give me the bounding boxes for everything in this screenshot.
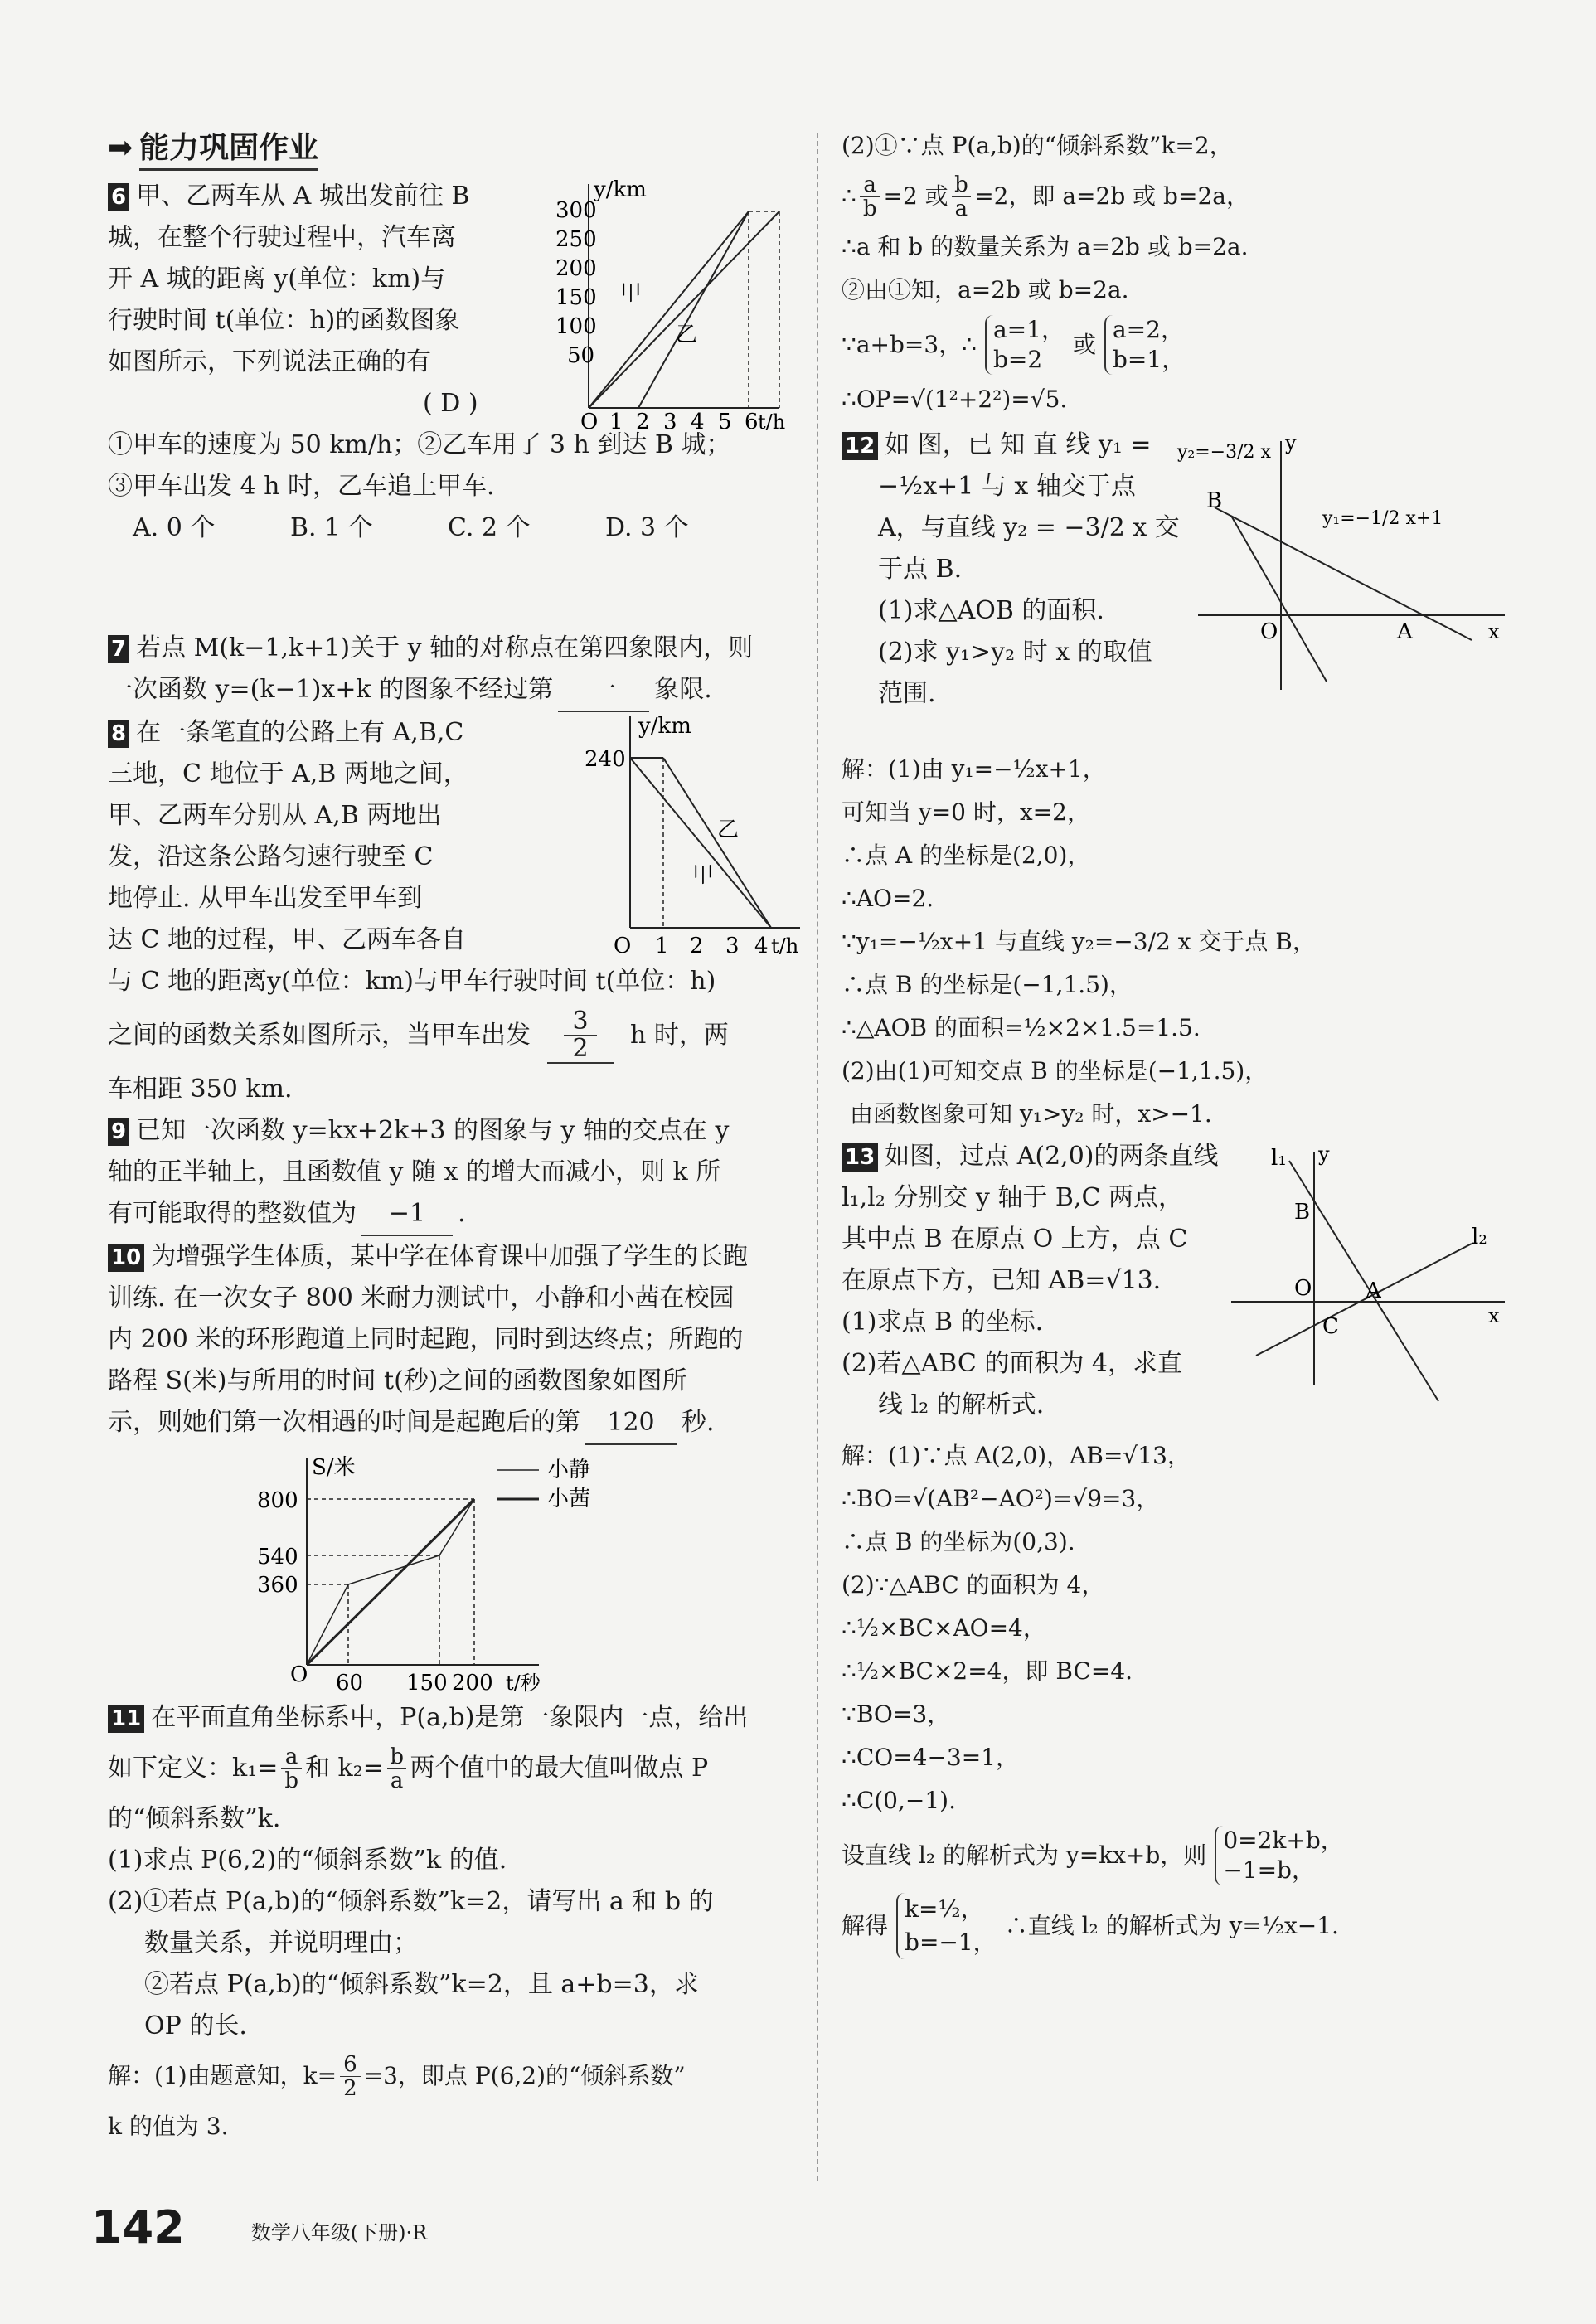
q7-answer: 一 [558, 669, 649, 712]
q8-line: 达 C 地的过程，甲、乙两车各自 [108, 925, 467, 954]
question-12 [842, 425, 1505, 748]
q10-graph [257, 1453, 688, 1694]
tick-label: 250 [555, 227, 597, 252]
q7-line-1 [108, 628, 804, 669]
arrow-icon: ➡ [108, 130, 133, 165]
label-l1: l₁ [1271, 1146, 1287, 1171]
section-title: 能力巩固作业 [139, 124, 318, 171]
sol-line: ②由①知，a=2b 或 b=2a. [842, 276, 1129, 303]
sol-line: ∴OP=√(1²+2²)=√5. [842, 386, 1068, 413]
q10-line-5 [108, 1402, 804, 1445]
label-yi: 乙 [676, 323, 698, 347]
q10-text: 秒. [682, 1408, 715, 1437]
q10-line-1 [108, 1236, 804, 1278]
x-axis-label: t/h [771, 934, 799, 958]
q11-text: 如下定义：k₁= [108, 1754, 279, 1783]
fraction-b-over-a [387, 1745, 407, 1793]
sol-line: ∴BO=√(AB²−AO²)=√9=3， [842, 1485, 1160, 1512]
fraction-numerator: 6 [343, 2051, 357, 2077]
line-l2 [1256, 1244, 1472, 1356]
q12-solution [842, 748, 1505, 1136]
x-axis-label: t/h [758, 410, 786, 434]
tick-label: 4 [691, 410, 705, 434]
q9-text: 有可能取得的整数值为 [108, 1199, 357, 1228]
system-line: −1=b， [1223, 1856, 1315, 1884]
q12-line: (2)求 y₁>y₂ 时 x 的取值 [878, 638, 1152, 667]
fraction-a-over-b [281, 1745, 302, 1793]
option-b: B. 1 个 [290, 513, 373, 542]
system-brace [1104, 315, 1185, 375]
q10-line: 内 200 米的环形跑道上同时起跑，同时到达终点；所跑的 [108, 1325, 744, 1354]
y-label: y [1318, 1143, 1330, 1166]
fraction-denominator: 2 [564, 1035, 596, 1062]
system-line: k=½， [905, 1895, 984, 1923]
q7-line-2 [108, 669, 804, 712]
tick-label: O [580, 410, 599, 434]
label-jia: 甲 [692, 863, 715, 888]
q11-solution-text: =3，即点 P(6,2)的“倾斜系数” [363, 2062, 686, 2089]
q13-solution [842, 1434, 1505, 1963]
sol-line: 由函数图象可知 y₁>y₂ 时，x>−1. [850, 1100, 1212, 1128]
q11-part-1: (1)求点 P(6,2)的“倾斜系数”k 的值. [108, 1846, 507, 1875]
q6-text: 甲、乙两车从 A 城出发前往 B [136, 182, 470, 211]
y-axis-label: y/km [594, 177, 647, 202]
q11-part-2b: 数量关系，并说明理由； [144, 1929, 418, 1958]
q12-line: 于点 B. [878, 555, 963, 584]
question-13 [842, 1136, 1505, 1434]
question-9 [108, 1110, 804, 1236]
tick-label: 360 [257, 1573, 298, 1598]
question-6 [108, 176, 804, 628]
sol-line: (2)由(1)可知交点 B 的坐标是(−1,1.5)， [842, 1057, 1269, 1084]
label-yi: 乙 [717, 818, 740, 842]
system-line: b=1， [1112, 346, 1186, 373]
tick-label: O [614, 934, 632, 958]
sol-line: (2)①∵点 P(a,b)的“倾斜系数”k=2， [842, 132, 1233, 159]
tick-label: 150 [555, 285, 597, 310]
sol-line [842, 1889, 1505, 1963]
question-10 [108, 1236, 804, 1697]
q11-solution-1 [108, 2047, 804, 2105]
q10-answer: 120 [585, 1402, 677, 1445]
tick-label: 2 [636, 410, 650, 434]
tick-label: 540 [257, 1545, 298, 1570]
tick-label: 200 [452, 1671, 493, 1696]
point-a-label: A [1366, 1278, 1381, 1303]
q9-text: . [458, 1199, 466, 1228]
tick-label: 2 [690, 934, 704, 958]
q13-line: 在原点下方，已知 AB=√13. [842, 1266, 1162, 1295]
x-label: x [1488, 1304, 1500, 1327]
q6-line-2: 城，在整个行驶过程中，汽车离 [108, 223, 456, 252]
q12-line: (1)求△AOB 的面积. [878, 596, 1104, 625]
q13-text: 如图，过点 A(2,0)的两条直线 [885, 1142, 1219, 1171]
question-8 [108, 712, 804, 961]
question-number: 7 [108, 635, 129, 663]
sol-line: ∴△AOB 的面积=½×2×1.5=1.5. [842, 1014, 1201, 1041]
q6-options [108, 507, 730, 549]
fraction-denominator: a [952, 196, 972, 221]
sol-text: =2 或 [883, 182, 948, 210]
line-jia-full [589, 211, 779, 408]
q6-statement-2: ③甲车出发 4 h 时，乙车追上甲车. [108, 472, 495, 501]
tick-label: 50 [567, 343, 595, 368]
q11-solution-2: k 的值为 3. [108, 2113, 229, 2140]
column-divider [817, 133, 818, 2181]
sol-line: ∴CO=4−3=1， [842, 1744, 1020, 1771]
label-y1: y₁=−1/2 x+1 [1322, 508, 1443, 529]
sol-text: 解得 [842, 1912, 889, 1939]
fraction-numerator: b [390, 1744, 404, 1769]
sol-line: ∴a 和 b 的数量关系为 a=2b 或 b=2a. [842, 233, 1249, 260]
sol-line: ∵y₁=−½x+1 与直线 y₂=−3/2 x 交于点 B， [842, 928, 1316, 955]
sol-text: 或 [1072, 331, 1096, 358]
legend-xiaojing: 小静 [547, 1458, 591, 1482]
q10-line: 路程 S(米)与所用的时间 t(秒)之间的函数图象如图所 [108, 1366, 687, 1395]
system-brace [1215, 1826, 1343, 1885]
q9-line-1 [108, 1110, 804, 1152]
system-line: 0=2k+b， [1223, 1827, 1344, 1854]
fraction-numerator: 3 [572, 1006, 589, 1036]
q11-text: 在平面直角坐标系中，P(a,b)是第一象限内一点，给出 [151, 1703, 749, 1732]
q11-line-2 [108, 1739, 804, 1798]
point-b-label: B [1294, 1200, 1311, 1225]
q12-text: 如 图，已 知 直 线 y₁ = [885, 430, 1152, 459]
system-line: b=−1， [905, 1929, 997, 1956]
q9-answer: −1 [361, 1193, 453, 1236]
q7-text: 若点 M(k−1,k+1)关于 y 轴的对称点在第四象限内，则 [136, 633, 754, 662]
book-title: 数学八年级(下册)·R [250, 2221, 428, 2244]
tick-label: 1 [609, 410, 623, 434]
sol-text: ∴直线 l₂ 的解析式为 y=½x−1. [1004, 1912, 1339, 1939]
origin-label: O [1294, 1276, 1312, 1301]
fraction [952, 173, 972, 221]
q8-answer [547, 1008, 614, 1064]
point-b-label: B [1206, 488, 1223, 513]
tick-label: 300 [555, 198, 597, 223]
q12-line: 范围. [878, 679, 936, 708]
question-number: 12 [842, 432, 878, 460]
q9-line-2: 轴的正半轴上，且函数值 y 随 x 的增大而减小，则 k 所 [108, 1157, 721, 1186]
origin-label: O [1260, 619, 1278, 644]
q8-text: h 时，两 [630, 1021, 729, 1050]
q6-answer: ( D ) [423, 389, 478, 418]
q13-line: 线 l₂ 的解析式. [878, 1390, 1045, 1419]
tick-label: 5 [718, 410, 732, 434]
q11-text: 和 k₂= [305, 1754, 384, 1783]
sol-line: 解：(1)∵点 A(2,0)，AB=√13， [842, 1442, 1191, 1469]
sol-line [842, 167, 1505, 226]
q9-text: 已知一次函数 y=kx+2k+3 的图象与 y 轴的交点在 y [136, 1116, 730, 1145]
tick-label: 60 [336, 1671, 364, 1696]
q12-line: A，与直线 y₂ = −3/2 x 交 [878, 513, 1180, 542]
label-y2: y₂=−3/2 x [1177, 442, 1271, 463]
y-label: y [1285, 431, 1297, 454]
fraction-denominator: b [860, 196, 880, 221]
q8-line: 发，沿这条公路匀速行驶至 C [108, 842, 434, 871]
q9-line-3 [108, 1193, 804, 1236]
sol-line [842, 1822, 1505, 1889]
q6-statement-1: ①甲车的速度为 50 km/h；②乙车用了 3 h 到达 B 城； [108, 430, 731, 459]
y-axis-label: S/米 [312, 1455, 356, 1480]
q8-line-1 [108, 712, 468, 754]
q11-part-2a: (2)①若点 P(a,b)的“倾斜系数”k=2，请写出 a 和 b 的 [108, 1887, 714, 1916]
q13-line: 其中点 B 在原点 O 上方，点 C [842, 1225, 1188, 1254]
q7-text: 象限. [654, 675, 712, 704]
line-xiaoqian [307, 1499, 474, 1665]
question-number: 10 [108, 1244, 144, 1272]
q12-line: −½x+1 与 x 轴交于点 [878, 472, 1136, 501]
sol-text: =2，即 a=2b 或 b=2a， [974, 182, 1249, 210]
q6-line-5: 如图所示，下列说法正确的有 [108, 347, 431, 376]
y-axis-label: y/km [638, 714, 691, 739]
tick-label: 4 [754, 934, 769, 958]
option-d: D. 3 个 [605, 513, 689, 542]
system-brace [985, 315, 1065, 375]
question-number: 9 [108, 1118, 129, 1146]
system-brace [896, 1893, 997, 1959]
q10-text: 为增强学生体质，某中学在体育课中加强了学生的长跑 [151, 1242, 749, 1271]
tick-label: 3 [725, 934, 740, 958]
system-line: a=1， [992, 316, 1065, 343]
question-number: 6 [108, 183, 129, 211]
system-line: b=2 [992, 346, 1043, 373]
sol-line: ∴C(0,−1). [842, 1787, 956, 1814]
sol-line: (2)∵△ABC 的面积为 4， [842, 1571, 1105, 1599]
sol-line: ∴½×BC×2=4，即 BC=4. [842, 1657, 1133, 1685]
question-7 [108, 628, 804, 712]
fraction-denominator: 2 [340, 2076, 361, 2100]
q11-solution-text: 解：(1)由题意知，k= [108, 2062, 337, 2089]
x-label: x [1488, 620, 1500, 643]
question-number: 13 [842, 1143, 878, 1172]
x-axis-label: t/秒 [506, 1671, 541, 1695]
option-a: A. 0 个 [133, 513, 216, 542]
tick-label: 240 [585, 747, 626, 772]
q13-line: (2)若△ABC 的面积为 4，求直 [842, 1349, 1182, 1378]
q13-graph [1231, 1136, 1513, 1409]
q13-line: (1)求点 B 的坐标. [842, 1308, 1044, 1337]
sol-line: ∴点 B 的坐标是(−1,1.5)， [842, 971, 1133, 998]
q7-text: 一次函数 y=(k−1)x+k 的图象不经过第 [108, 675, 554, 704]
q10-line: 训练. 在一次女子 800 米耐力测试中，小静和小茜在校园 [108, 1283, 735, 1312]
line-jia [630, 758, 771, 928]
q10-text: 示，则她们第一次相遇的时间是起跑后的第 [108, 1408, 580, 1437]
point-c-label: C [1322, 1314, 1339, 1339]
fraction-numerator: b [954, 172, 968, 197]
q13-line-1 [842, 1136, 1219, 1177]
q6-graph [547, 176, 788, 433]
line-yi [638, 211, 749, 408]
q8-graph [547, 712, 804, 961]
q11-line-1 [108, 1697, 804, 1739]
q6-line-3: 开 A 城的距离 y(单位：km)与 [108, 264, 446, 294]
q8-line-8 [108, 1002, 804, 1069]
fraction-numerator: a [284, 1744, 298, 1769]
q8-line-9: 车相距 350 km. [108, 1075, 293, 1104]
sol-line: ∴½×BC×AO=4， [842, 1614, 1046, 1642]
q8-text: 之间的函数关系如图所示，当甲车出发 [108, 1021, 531, 1050]
fraction-denominator: b [281, 1768, 302, 1793]
sol-line: ∵BO=3， [842, 1701, 951, 1728]
fraction-numerator: a [863, 172, 876, 197]
sol-line: ∴点 A 的坐标是(2,0)， [842, 842, 1091, 869]
q11-part-2d: OP 的长. [144, 2011, 247, 2040]
point-a-label: A [1397, 619, 1413, 644]
sol-text: 设直线 l₂ 的解析式为 y=kx+b，则 [842, 1841, 1207, 1869]
tick-label: 100 [555, 314, 597, 339]
q12-graph [1177, 425, 1513, 698]
fraction [860, 173, 880, 221]
section-header [108, 124, 804, 171]
label-jia: 甲 [620, 281, 643, 306]
system-line: a=2， [1112, 316, 1184, 343]
q8-text: 在一条笔直的公路上有 A,B,C [136, 718, 464, 747]
q13-line: l₁,l₂ 分别交 y 轴于 B,C 两点， [842, 1183, 1183, 1212]
page-footer [91, 2201, 427, 2254]
q11-solution-continued [842, 124, 1505, 421]
label-l2: l₂ [1472, 1225, 1487, 1249]
tick-label: 800 [257, 1488, 298, 1513]
question-number: 8 [108, 720, 129, 748]
q8-line-7: 与 C 地的距离y(单位：km)与甲车行驶时间 t(单位：h) [108, 967, 716, 996]
question-number: 11 [108, 1705, 144, 1733]
line-jia [589, 211, 749, 408]
q12-line-1 [842, 425, 1180, 466]
sol-line [842, 312, 1505, 378]
sol-line: ∴AO=2. [842, 885, 934, 912]
sol-line: ∴点 B 的坐标为(0,3). [842, 1528, 1075, 1555]
sol-line: 可知当 y=0 时，x=2， [842, 798, 1090, 826]
q11-line-3: 的“倾斜系数”k. [108, 1804, 281, 1833]
option-c: C. 2 个 [448, 513, 531, 542]
tick-label: O [290, 1662, 308, 1687]
q11-part-2c: ②若点 P(a,b)的“倾斜系数”k=2，且 a+b=3，求 [144, 1970, 699, 1999]
q6-line-4: 行驶时间 t(单位：h)的函数图象 [108, 306, 460, 335]
tick-label: 6 [745, 410, 759, 434]
q8-line: 甲、乙两车分别从 A,B 两地出 [108, 801, 442, 830]
line-yi [663, 758, 771, 928]
sol-text: ∴ [842, 182, 856, 210]
question-11 [108, 1697, 804, 2148]
sol-line: 解：(1)由 y₁=−½x+1， [842, 755, 1106, 783]
fraction-denominator: a [387, 1768, 407, 1793]
q11-text: 两个值中的最大值叫做点 P [410, 1754, 709, 1783]
right-column [842, 124, 1505, 1963]
tick-label: 150 [406, 1671, 448, 1696]
q8-line: 地停止. 从甲车出发至甲车到 [108, 884, 423, 913]
q8-line: 三地，C 地位于 A,B 两地之间， [108, 759, 468, 788]
fraction-6-over-2 [340, 2053, 361, 2100]
tick-label: 3 [663, 410, 677, 434]
sol-text: ∵a+b=3，∴ [842, 331, 977, 358]
page-number: 142 [91, 2201, 185, 2254]
legend-xiaoqian: 小茜 [547, 1487, 591, 1511]
tick-label: 1 [655, 934, 669, 958]
left-column [108, 124, 804, 2148]
tick-label: 200 [555, 256, 597, 281]
